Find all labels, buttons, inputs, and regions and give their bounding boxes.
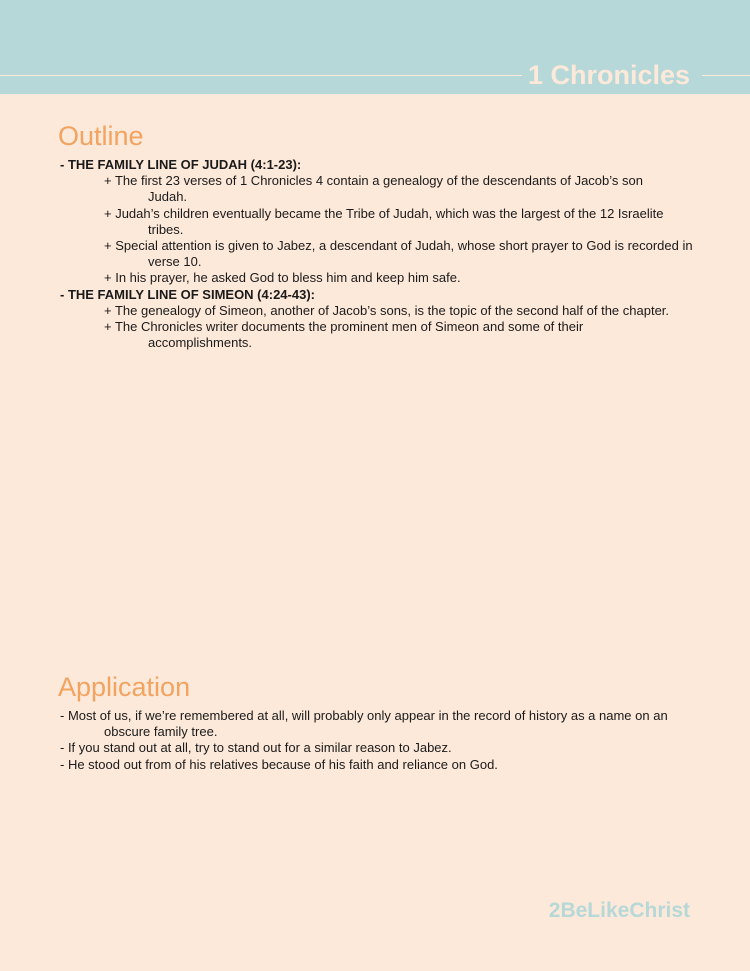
outline-section-title: - THE FAMILY LINE OF JUDAH (4:1-23): xyxy=(60,157,302,172)
book-title: 1 Chronicles xyxy=(527,60,690,90)
application-point: - He stood out from of his relatives because of his faith and reliance on God. xyxy=(60,756,498,772)
header-rule-right xyxy=(702,75,750,76)
outline-point: + The genealogy of Simeon, another of Jacob’s sons, is the topic of the second half of the chapter. xyxy=(104,302,670,318)
outline-heading: Outline xyxy=(58,121,144,151)
header-rule-left xyxy=(0,75,522,76)
application-list xyxy=(60,708,700,773)
header-banner xyxy=(0,0,750,94)
brand-footer: 2BeLikeChrist xyxy=(548,899,690,922)
outline-point: + Judah’s children eventually became the Tribe of Judah, which was the largest of the 12 Israelite tribes. xyxy=(104,205,664,237)
outline-point: + The first 23 verses of 1 Chronicles 4 contain a genealogy of the descendants of Jacob’s son Judah. xyxy=(104,173,643,205)
outline-section-title: - THE FAMILY LINE OF SIMEON (4:24-43): xyxy=(60,286,315,302)
application-point: - If you stand out at all, try to stand out for a similar reason to Jabez. xyxy=(60,740,452,756)
application-heading: Application xyxy=(58,672,191,702)
application-point: - Most of us, if we’re remembered at all, will probably only appear in the record of history as a name on an obscure family tree. xyxy=(60,708,668,740)
outline-list xyxy=(60,157,700,351)
outline-point: + In his prayer, he asked God to bless him and keep him safe. xyxy=(104,270,461,286)
outline-point: + Special attention is given to Jabez, a descendant of Judah, whose short prayer to God is recorded in verse 10. xyxy=(104,238,693,270)
outline-point: + The Chronicles writer documents the prominent men of Simeon and some of their accomplishments. xyxy=(104,319,584,351)
